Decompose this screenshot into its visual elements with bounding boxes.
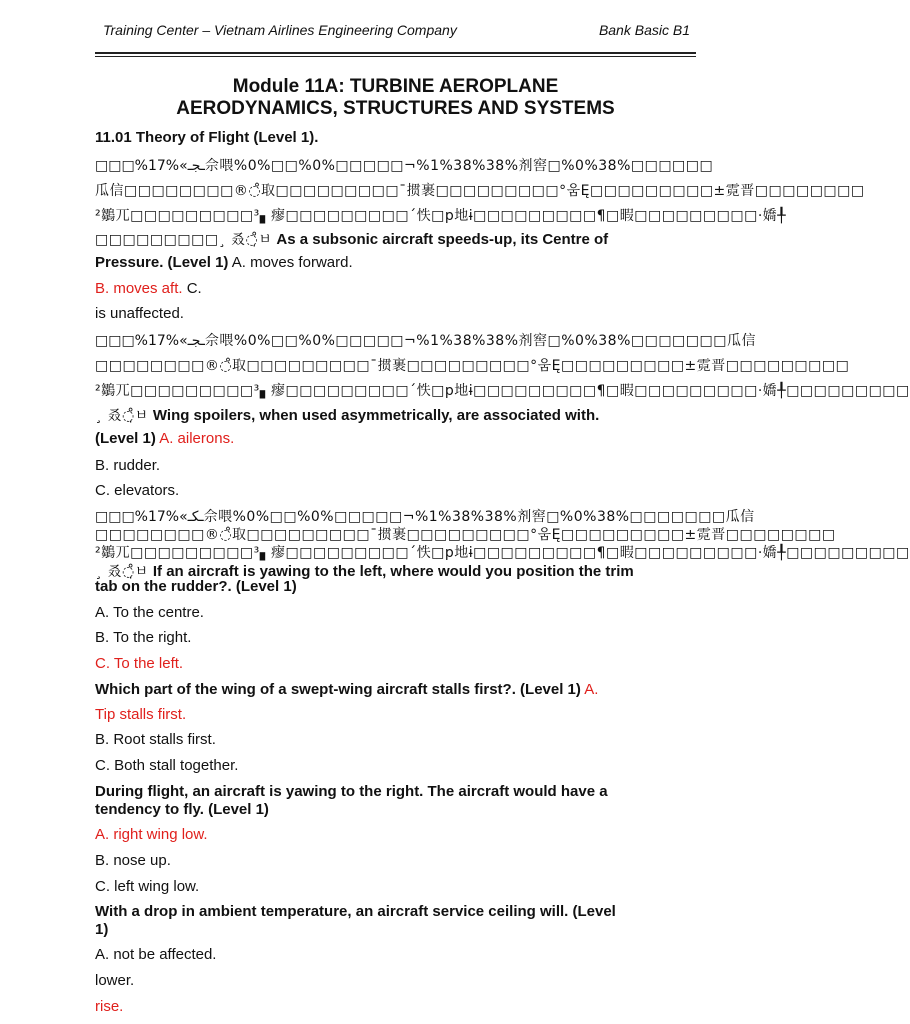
garbled-text: □□□□□□□□®◌̊取□□□□□□□□□¯掼裹□□□□□□□□□°움Ę□□□□□□□□□±霓晋□□□□□□□□□ xyxy=(95,358,850,374)
q5-option-c: C. left wing low. xyxy=(95,878,200,895)
page-header xyxy=(103,22,690,42)
module-title-line1: Module 11A: TURBINE AEROPLANE xyxy=(232,76,559,97)
q6-question: With a drop in ambient temperature, an aircraft service ceiling will. (Level xyxy=(95,903,616,920)
garbled-text: ¸ 叒◌̣̊ㅂ xyxy=(95,564,149,580)
garbled-text: □□□□□□□□□¸ 叒◌̣̊ㅂ xyxy=(95,232,273,248)
q2-question-cont: (Level 1) xyxy=(95,430,156,447)
q6-question-cont: 1) xyxy=(95,921,109,938)
q4-question: Which part of the wing of a swept-wing aircraft stalls first?. (Level 1) xyxy=(95,681,581,698)
garbled-text: 瓜信□□□□□□□□®◌̊取□□□□□□□□□¯掼裹□□□□□□□□□°움Ę□□□□□□□□□±霓晋□□□□□□□□ xyxy=(95,183,865,199)
q4-option-a-answer: A. xyxy=(584,681,599,698)
garbled-text: ²鶵兀□□□□□□□□□³▖瘳□□□□□□□□□´怢□p地ɨ□□□□□□□□□¶□暇□□□□□□□□□·嬌╀□□□□□□□□□ xyxy=(95,545,910,561)
q6-option-c-answer: rise. xyxy=(95,998,124,1015)
q1-option-line xyxy=(95,280,202,297)
section-heading: 11.01 Theory of Flight (Level 1). xyxy=(95,129,319,146)
q2-question-cont-line xyxy=(95,430,234,447)
q2-option-a-answer: A. ailerons. xyxy=(159,430,235,447)
q1-question-cont: Pressure. (Level 1) xyxy=(95,254,229,271)
q4-option-b: B. Root stalls first. xyxy=(95,731,216,748)
q2-question: Wing spoilers, when used asymmetrically, are associated with. xyxy=(152,407,600,424)
q4-option-c: C. Both stall together. xyxy=(95,757,239,774)
q1-option-c: C. xyxy=(186,280,202,297)
q4-question-line xyxy=(95,681,598,698)
module-title-line2: AERODYNAMICS, STRUCTURES AND SYSTEMS xyxy=(176,98,615,119)
garbled-text: □□□%17%«ـكـ佘喂%0%□□%0%□□□□□¬%1%38%38%剂窖□%0%38%□□□□□□□瓜信 xyxy=(95,509,755,525)
garbled-text: □□□%17%«ـجـ佘喂%0%□□%0%□□□□□¬%1%38%38%剂窖□%0%38%□□□□□□ xyxy=(95,158,714,174)
header-left: Training Center – Vietnam Airlines Engineering Company xyxy=(103,22,457,38)
garbled-text: □□□%17%«ـجـ佘喂%0%□□%0%□□□□□¬%1%38%38%剂窖□%0%38%□□□□□□□瓜信 xyxy=(95,333,756,349)
header-right: Bank Basic B1 xyxy=(598,22,690,38)
q1-question: As a subsonic aircraft speeds-up, its Centre of xyxy=(276,231,609,248)
garbled-text: □□□□□□□□®◌̊取□□□□□□□□□¯掼裹□□□□□□□□□°움Ę□□□□□□□□□±霓晋□□□□□□□□ xyxy=(95,527,836,543)
q3-option-c-answer: C. To the left. xyxy=(95,655,184,672)
q5-question-cont: tendency to fly. (Level 1) xyxy=(95,801,269,818)
header-rule xyxy=(95,52,696,54)
q1-option-b-answer: B. moves aft. xyxy=(95,280,183,297)
q3-option-b: B. To the right. xyxy=(95,629,192,646)
q1-option-c-cont: is unaffected. xyxy=(95,305,184,322)
q2-question-line xyxy=(95,405,599,425)
q1-question-cont-line xyxy=(95,254,353,271)
garbled-text: ²鶵兀□□□□□□□□□³▖瘳□□□□□□□□□´怢□p地ɨ□□□□□□□□□¶□暇□□□□□□□□□·嬌╀□□□□□□□□□ xyxy=(95,383,910,399)
q3-option-a: A. To the centre. xyxy=(95,604,204,621)
q3-question: If an aircraft is yawing to the left, where would you position the trim xyxy=(152,563,634,580)
q5-option-b: B. nose up. xyxy=(95,852,171,869)
q4-option-a-cont: Tip stalls first. xyxy=(95,706,187,723)
q2-option-c: C. elevators. xyxy=(95,482,180,499)
q1-question-line xyxy=(95,229,608,249)
garbled-text: ²鶵兀□□□□□□□□□³▖瘳□□□□□□□□□´怢□p地ɨ□□□□□□□□□¶□暇□□□□□□□□□·嬌╀ xyxy=(95,208,787,224)
header-rule-thin xyxy=(95,56,696,57)
q3-question-cont: tab on the rudder?. (Level 1) xyxy=(95,578,297,595)
q1-option-a: A. moves forward. xyxy=(231,254,353,271)
q6-option-a: A. not be affected. xyxy=(95,946,217,963)
q6-option-b: lower. xyxy=(95,972,135,989)
q5-question: During flight, an aircraft is yawing to the right. The aircraft would have a xyxy=(95,783,608,800)
q2-option-b: B. rudder. xyxy=(95,457,161,474)
garbled-text: ¸ 叒◌̣̊ㅂ xyxy=(95,408,149,424)
q5-option-a-answer: A. right wing low. xyxy=(95,826,208,843)
